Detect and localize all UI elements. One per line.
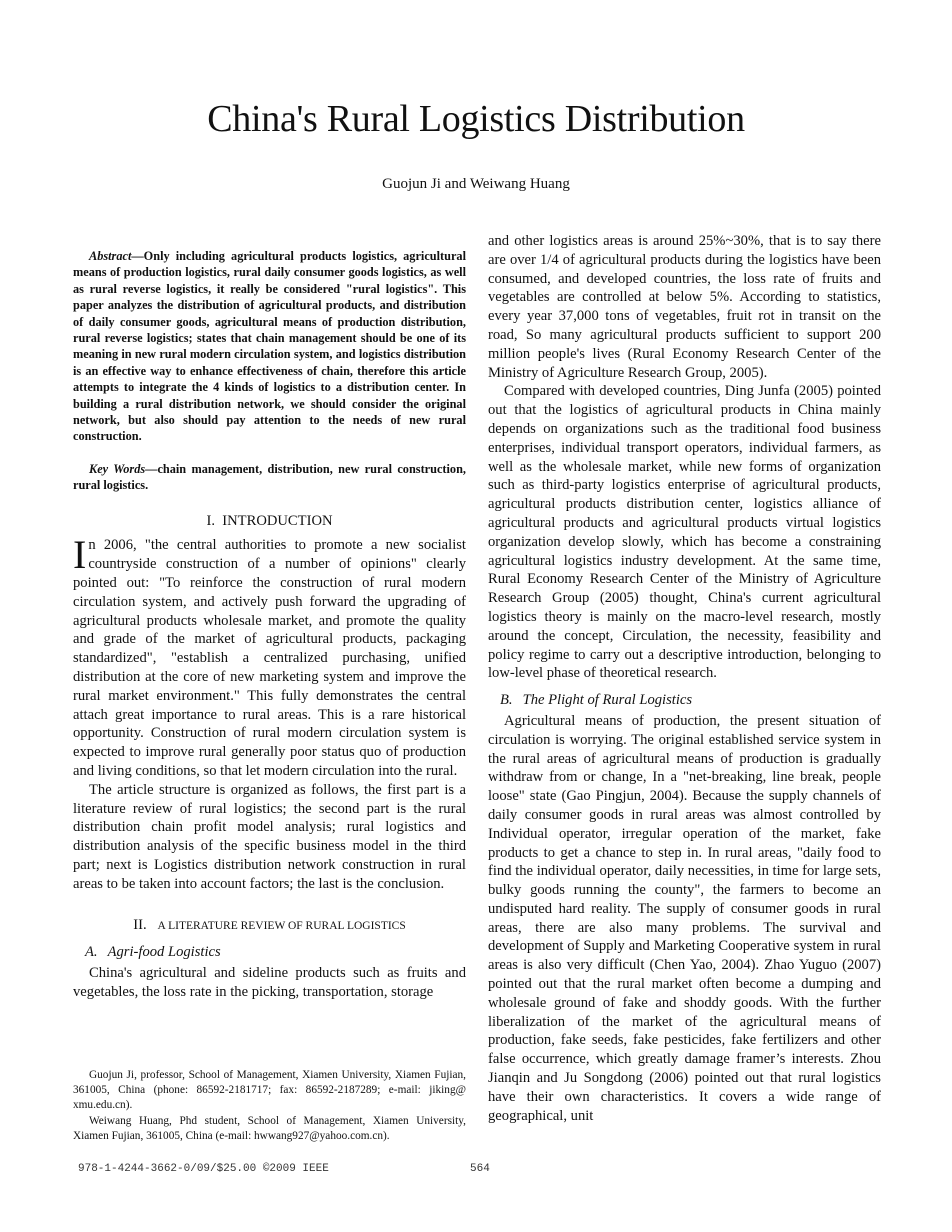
left-column [73, 230, 466, 1002]
paper-authors: Guojun Ji and Weiwang Huang [382, 176, 570, 192]
section-number: II. [133, 916, 147, 933]
right-column [488, 232, 881, 1125]
abstract-label: Abstract [89, 249, 132, 263]
agri-food-paragraph-start: China's agricultural and sideline products such as fruits and vegetables, the loss rate in the picking, transportation, storage [73, 965, 466, 1001]
agri-food-paragraph-continued: and other logistics areas is around 25%~30%, that is to say there are over 1/4 of agricultural products during the logistics have been consumed, and developed countries, the loss rate of fruits and vegetables are controlled at below 5%. According to statistics, every year 37,000 tons of vegetables, fruit rot in transit on the road, So many agricultural products sufficient to support 200 million people's lives (Rural Economy Research Center of the Ministry of Agriculture Research Group, 2005). [488, 233, 881, 381]
abstract-text: —Only including agricultural products logistics, agricultural means of production logistics, rural daily consumer goods logistics, as well as rural reverse logistics, it really be considered "rural logistics". This paper analyzes the distribution of agricultural products, and distribution of daily consumer goods, agricultural means of production distribution, rural reverse logistics; states that chain management should be one of its meaning in new rural modern circulation system, and logistics distribution is an effective way to enhance effectiveness of chain, therefore this article attempts to integrate the 4 kinds of logistics to a distribution center. In building a rural distribution network, we should consider the original network, but also should pay attention to the needs of new rural construction. [73, 249, 466, 444]
keywords-text: —chain management, distribution, new rural construction, rural logistics. [73, 461, 466, 493]
subsection-heading-agri-food: A. Agri-food Logistics [85, 944, 221, 961]
section-heading-literature-review [73, 916, 466, 936]
page-number: 564 [470, 1163, 490, 1175]
footnote-author-2: Weiwang Huang, Phd student, School of Management, Xiamen University, Xiamen Fujian, 361005, China (e-mail: hwwang927@yahoo.com.cn). [73, 1114, 466, 1142]
abstract [73, 248, 466, 445]
keywords [73, 461, 466, 494]
section-number: I. [206, 512, 215, 529]
section-title: A LITERATURE REVIEW OF RURAL LOGISTICS [157, 919, 406, 932]
intro-paragraph-1: In 2006, "the central authorities to promote a new socialist countryside construction of a number of opinions" clearly pointed out: "To reinforce the construction of rural modern circulation system, and actively push forward the upgrading of agricultural products wholesale market, and promote the quality and grade of the market of agricultural products, packaging standardized", "establish a centralized purchasing, unified distribution at the core of new marketing system and improve the rural market environment." This fully demonstrates the central attach great importance to rural areas. This is a rare historical opportunity. Construction of rural modern circulation system is expected to improve rural generally poor status quo of production and living conditions, so that let modern circulation into the rural. [73, 532, 466, 780]
paper-title: China's Rural Logistics Distribution [207, 98, 745, 140]
subsection-heading-plight: B. The Plight of Rural Logistics [500, 692, 693, 709]
drop-cap: I [73, 532, 87, 578]
footnote-author-1: Guojun Ji, professor, School of Management, Xiamen University, Xiamen Fujian, 361005, China (phone: 86592-2181717; fax: 86592-2187289; e-mail: jiking@ xmu.edu.cn). [73, 1069, 466, 1112]
footer-isbn: 978-1-4244-3662-0/09/$25.00 ©2009 IEEE [78, 1163, 329, 1175]
intro-paragraph-2: The article structure is organized as follows, the first part is a literature review of rural logistics; the second part is the rural distribution chain profit model analysis; rural logistics and distribution analysis of the specific business model in the third part; next is Logistics distribution network construction in rural areas to be taken into account factors; the last is the conclusion. [73, 781, 466, 892]
agri-food-paragraph-2: Compared with developed countries, Ding Junfa (2005) pointed out that the logistics of agricultural products in China mainly depends on organizations such as the traditional food business enterprises, individual transport operators, individual farmers, as well as the wholesale market, while new forms of organization such as third-party logistics enterprise of agricultural products, agricultural products distribution center, logistics alliance of agricultural products and agricultural products virtual logistics organization develop slowly, which has become a constraining agricultural logistics industry development. At the same time, Rural Economy Research Center of the Ministry of Agriculture Research Group (2005) thought, China's current agricultural logistics theory is mainly on the macro-level research, mostly around the concept, Circulation, the necessity, feasibility and policy regime to carry out a descriptive introduction, belonging to low-level phase of theoretical research. [488, 383, 881, 682]
section-title: INTRODUCTION [222, 512, 333, 529]
plight-paragraph: Agricultural means of production, the present situation of circulation is worrying. The original established service system in the rural areas of agricultural means of production is gradually withdraw from or change, In a "net-breaking, line break, people loose" state (Gao Pingjun, 2004). Because the supply channels of daily consumer goods in rural areas was almost controlled by Individual operator, irregular operation of the market, fake products to get a chance to step in. In rural areas, "daily food to find the individual operator, daily necessities, in time for large sets, bulky goods running the county", the farmers to become an undisputed hard reality. The supply of consumer goods in rural areas, there are also many problems. The survival and development of Supply and Marketing Cooperative system in rural areas is also very difficult (Chen Yao, 2004). Zhao Yuguo (2007) pointed out that the rural market often become a dumping and wholesale ground of fake and shoddy goods. With the further liberalization of the market of the agricultural means of production, fake seeds, fake pesticides, fake fertilizers and other false occurrence, which greatly damage framer’s interests. Zhou Jianqin and Ju Songdong (2006) pointed out that rural logistics have their own characteristics. It covers a wide range of geographical, unit [488, 712, 881, 1124]
author-footnotes [73, 1068, 466, 1144]
keywords-label: Key Words [89, 461, 146, 476]
section-heading-introduction [73, 512, 466, 531]
